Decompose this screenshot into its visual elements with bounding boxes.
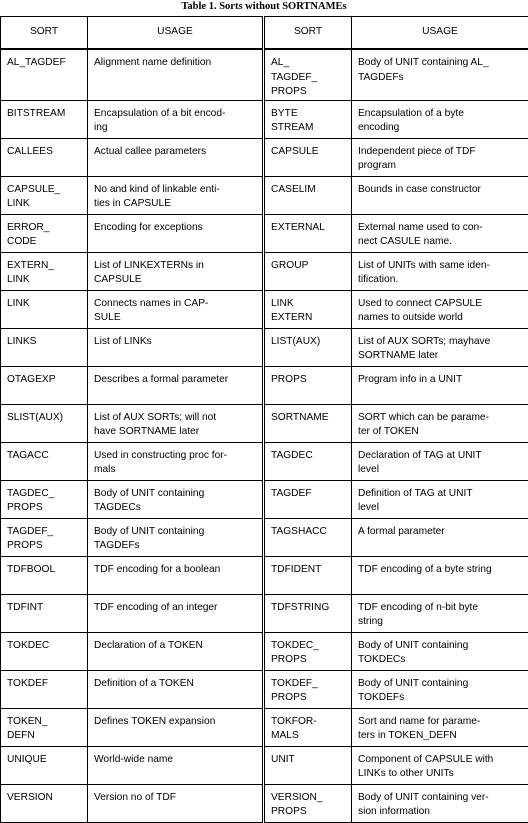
usage-cell-left: List of LINKs bbox=[88, 328, 264, 366]
table-row bbox=[1, 480, 528, 518]
table-row bbox=[1, 594, 528, 632]
usage-cell-left: Used in constructing proc for- mals bbox=[88, 442, 264, 480]
usage-cell-left: TDF encoding of an integer bbox=[88, 594, 264, 632]
usage-cell-right: Encapsulation of a byte encoding bbox=[352, 100, 528, 138]
sort-cell-right: SORTNAME bbox=[264, 404, 352, 442]
table-row bbox=[1, 328, 528, 366]
usage-cell-right: Body of UNIT containing TOKDECs bbox=[352, 632, 528, 670]
usage-cell-left: Defines TOKEN expansion bbox=[88, 708, 264, 746]
table-row bbox=[1, 366, 528, 404]
usage-cell-left: Encapsulation of a bit encod- ing bbox=[88, 100, 264, 138]
sort-cell-right: EXTERNAL bbox=[264, 214, 352, 252]
sort-cell-right: TAGSHACC bbox=[264, 518, 352, 556]
sort-cell-right: TDFIDENT bbox=[264, 556, 352, 594]
sort-cell-right: CASELIM bbox=[264, 176, 352, 214]
table-row bbox=[1, 708, 528, 746]
usage-cell-right: Definition of TAG at UNIT level bbox=[352, 480, 528, 518]
sort-cell-left: ERROR_ CODE bbox=[1, 214, 88, 252]
sort-cell-right: AL_ TAGDEF_ PROPS bbox=[264, 49, 352, 100]
sort-cell-left: TOKDEF bbox=[1, 670, 88, 708]
table-row bbox=[1, 252, 528, 290]
table-row bbox=[1, 138, 528, 176]
usage-cell-left: List of LINKEXTERNs in CAPSULE bbox=[88, 252, 264, 290]
table-caption: Table 1. Sorts without SORTNAMEs bbox=[0, 0, 528, 16]
table-row bbox=[1, 670, 528, 708]
sort-cell-right: TAGDEF bbox=[264, 480, 352, 518]
table-header-row bbox=[1, 17, 528, 50]
sort-cell-left: UNIQUE bbox=[1, 746, 88, 784]
sort-cell-left: EXTERN_ LINK bbox=[1, 252, 88, 290]
usage-cell-right: External name used to con- nect CASULE name. bbox=[352, 214, 528, 252]
table-row bbox=[1, 214, 528, 252]
sort-cell-left: CALLEES bbox=[1, 138, 88, 176]
header-sort-right: SORT bbox=[264, 17, 352, 50]
header-sort-left: SORT bbox=[1, 17, 88, 50]
usage-cell-right: SORT which can be parame- ter of TOKEN bbox=[352, 404, 528, 442]
sort-cell-left: OTAGEXP bbox=[1, 366, 88, 404]
usage-cell-right: Bounds in case constructor bbox=[352, 176, 528, 214]
usage-cell-left: Version no of TDF bbox=[88, 784, 264, 822]
usage-cell-left: Body of UNIT containing TAGDECs bbox=[88, 480, 264, 518]
sort-cell-right: LINK EXTERN bbox=[264, 290, 352, 328]
usage-cell-left: No and kind of linkable enti- ties in CAPSULE bbox=[88, 176, 264, 214]
table-row bbox=[1, 556, 528, 594]
usage-cell-left: Alignment name definition bbox=[88, 49, 264, 100]
usage-cell-right: Body of UNIT containing AL_ TAGDEFs bbox=[352, 49, 528, 100]
sort-cell-right: TOKDEC_ PROPS bbox=[264, 632, 352, 670]
usage-cell-left: Actual callee parameters bbox=[88, 138, 264, 176]
usage-cell-right: List of AUX SORTs; mayhave SORTNAME later bbox=[352, 328, 528, 366]
sort-cell-left: TDFINT bbox=[1, 594, 88, 632]
usage-cell-right: List of UNITs with same iden- tification. bbox=[352, 252, 528, 290]
usage-cell-left: Declaration of a TOKEN bbox=[88, 632, 264, 670]
sort-cell-left: CAPSULE_ LINK bbox=[1, 176, 88, 214]
usage-cell-right: TDF encoding of a byte string bbox=[352, 556, 528, 594]
usage-cell-right: Used to connect CAPSULE names to outside world bbox=[352, 290, 528, 328]
sort-cell-right: VERSION_ PROPS bbox=[264, 784, 352, 822]
usage-cell-left: Connects names in CAP- SULE bbox=[88, 290, 264, 328]
table-row bbox=[1, 518, 528, 556]
sort-cell-left: AL_TAGDEF bbox=[1, 49, 88, 100]
table-row bbox=[1, 100, 528, 138]
usage-cell-left: Describes a formal parameter bbox=[88, 366, 264, 404]
table-body bbox=[1, 49, 528, 822]
sort-cell-right: TDFSTRING bbox=[264, 594, 352, 632]
usage-cell-left: Body of UNIT containing TAGDEFs bbox=[88, 518, 264, 556]
usage-cell-right: Independent piece of TDF program bbox=[352, 138, 528, 176]
table-row bbox=[1, 176, 528, 214]
table-row bbox=[1, 746, 528, 784]
sort-cell-left: SLIST(AUX) bbox=[1, 404, 88, 442]
usage-cell-right: Body of UNIT containing TOKDEFs bbox=[352, 670, 528, 708]
sort-cell-left: TAGDEF_ PROPS bbox=[1, 518, 88, 556]
sort-cell-right: LIST(AUX) bbox=[264, 328, 352, 366]
table-row bbox=[1, 632, 528, 670]
table-row bbox=[1, 442, 528, 480]
usage-cell-right: Declaration of TAG at UNIT level bbox=[352, 442, 528, 480]
usage-cell-right: A formal parameter bbox=[352, 518, 528, 556]
sort-cell-left: VERSION bbox=[1, 784, 88, 822]
sort-cell-right: BYTE STREAM bbox=[264, 100, 352, 138]
sort-cell-left: LINK bbox=[1, 290, 88, 328]
usage-cell-right: Program info in a UNIT bbox=[352, 366, 528, 404]
sort-cell-left: TDFBOOL bbox=[1, 556, 88, 594]
table-row bbox=[1, 290, 528, 328]
sort-cell-left: BITSTREAM bbox=[1, 100, 88, 138]
sort-cell-left: TOKEN_ DEFN bbox=[1, 708, 88, 746]
sort-cell-right: CAPSULE bbox=[264, 138, 352, 176]
usage-cell-right: Component of CAPSULE with LINKs to other UNITs bbox=[352, 746, 528, 784]
header-usage-right: USAGE bbox=[352, 17, 528, 50]
sort-cell-right: UNIT bbox=[264, 746, 352, 784]
sort-cell-right: PROPS bbox=[264, 366, 352, 404]
sort-cell-left: TAGDEC_ PROPS bbox=[1, 480, 88, 518]
sort-cell-left: TOKDEC bbox=[1, 632, 88, 670]
usage-cell-left: Definition of a TOKEN bbox=[88, 670, 264, 708]
table-row bbox=[1, 49, 528, 100]
sort-cell-right: TOKDEF_ PROPS bbox=[264, 670, 352, 708]
usage-cell-left: Encoding for exceptions bbox=[88, 214, 264, 252]
usage-cell-right: Body of UNIT containing ver- sion information bbox=[352, 784, 528, 822]
sorts-table bbox=[0, 16, 528, 823]
sort-cell-left: LINKS bbox=[1, 328, 88, 366]
table-row bbox=[1, 784, 528, 822]
sort-cell-right: TOKFOR- MALS bbox=[264, 708, 352, 746]
table-row bbox=[1, 404, 528, 442]
sort-cell-left: TAGACC bbox=[1, 442, 88, 480]
usage-cell-right: TDF encoding of n-bit byte string bbox=[352, 594, 528, 632]
sort-cell-right: TAGDEC bbox=[264, 442, 352, 480]
usage-cell-left: World-wide name bbox=[88, 746, 264, 784]
usage-cell-left: TDF encoding for a boolean bbox=[88, 556, 264, 594]
sort-cell-right: GROUP bbox=[264, 252, 352, 290]
usage-cell-right: Sort and name for parame- ters in TOKEN_DEFN bbox=[352, 708, 528, 746]
usage-cell-left: List of AUX SORTs; will not have SORTNAME later bbox=[88, 404, 264, 442]
header-usage-left: USAGE bbox=[88, 17, 264, 50]
